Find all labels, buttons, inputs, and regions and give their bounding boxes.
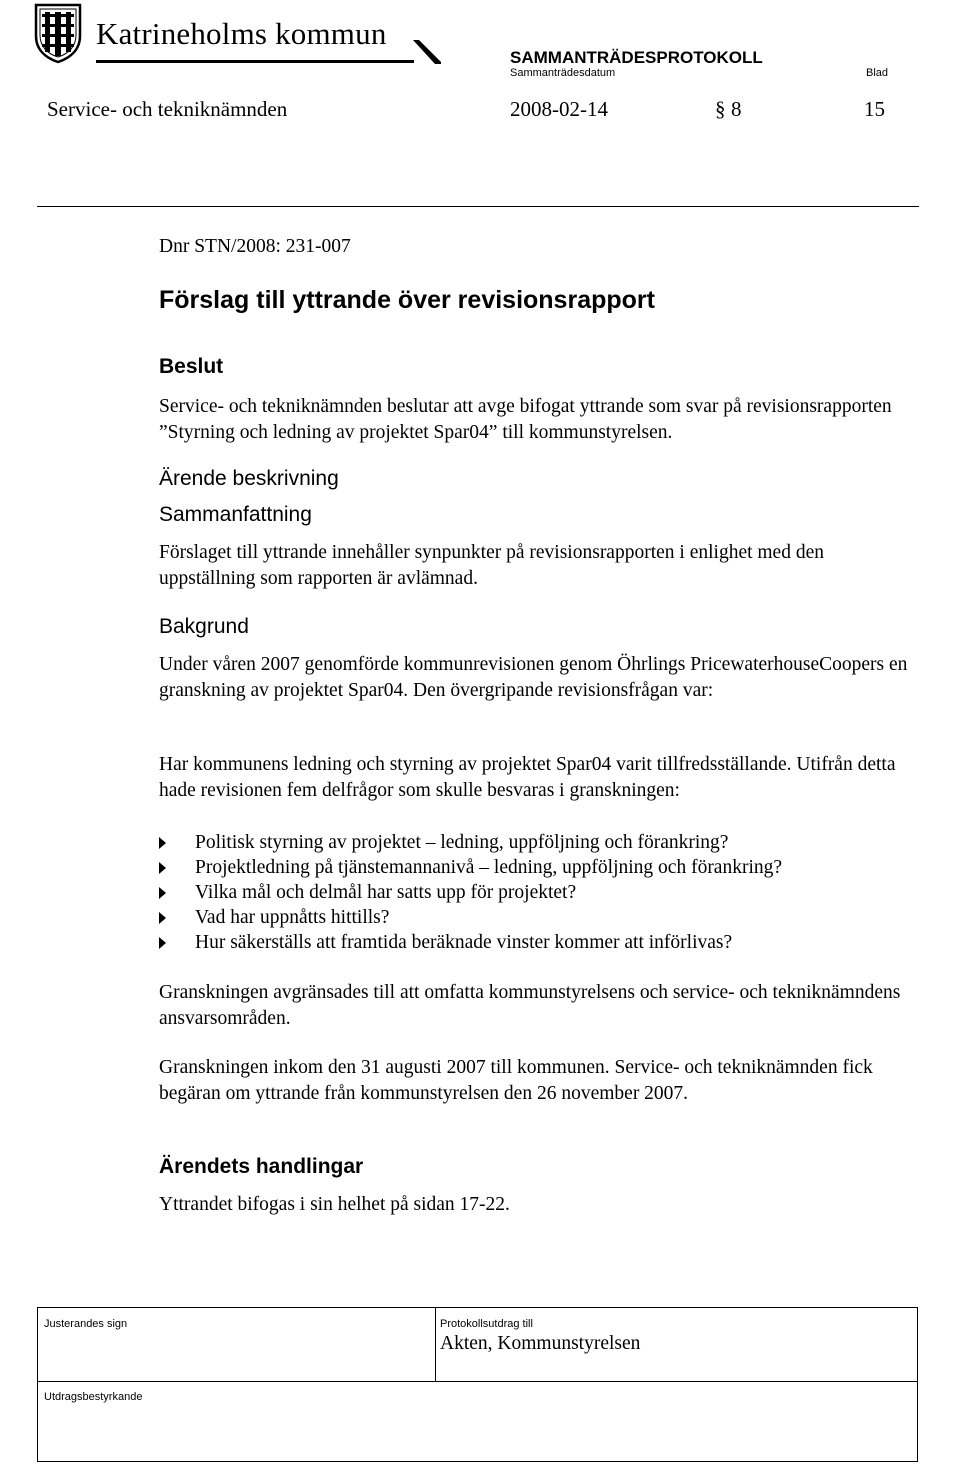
municipality-name: Katrineholms kommun: [96, 16, 387, 51]
sub-questions-list: [159, 830, 782, 955]
footer-column-divider: [435, 1307, 436, 1382]
scope-text: Granskningen avgränsades till att omfatta kommunstyrelsens och service- och tekniknämndens ansvarsområden.: [159, 982, 901, 1029]
minutes-extract-label: Protokollsutdrag till: [440, 1318, 533, 1330]
decision-heading: Beslut: [159, 355, 224, 378]
page-label: Blad: [866, 67, 889, 79]
summary-heading: Sammanfattning: [159, 503, 312, 526]
received-text: Granskningen inkom den 31 augusti 2007 till kommunen. Service- och tekniknämnden fick begäran om yttrande från kommunstyrelsen den 26 november 2007.: [159, 1057, 873, 1104]
list-item-text: Projektledning på tjänstemannanivå – ledning, uppföljning och förankring?: [195, 857, 783, 878]
list-item: [159, 905, 782, 930]
list-item-text: Hur säkerställs att framtida beräknade vinster kommer att införlivas?: [195, 932, 733, 953]
municipality-name-underline: [96, 60, 414, 63]
background-heading: Bakgrund: [159, 615, 249, 638]
header-divider: [37, 206, 919, 207]
list-item-text: Vilka mål och delmål har satts upp för projektet?: [195, 882, 577, 903]
triangle-bullet-icon: [159, 837, 166, 849]
section-sign: §: [715, 97, 726, 121]
case-documents-text: Yttrandet bifogas i sin helhet på sidan 17-22.: [159, 1194, 510, 1215]
minutes-extract-recipients: Akten, Kommunstyrelsen: [440, 1333, 641, 1354]
municipality-crest-logo: [33, 2, 83, 64]
page-title: Förslag till yttrande över revisionsrapport: [159, 286, 655, 314]
footer-signature-box: [37, 1307, 918, 1462]
municipality-logo-slash: [413, 40, 441, 64]
case-documents-heading: Ärendets handlingar: [159, 1155, 364, 1178]
document-type-heading: SAMMANTRÄDESPROTOKOLL: [510, 48, 763, 67]
list-item-text: Vad har uppnåtts hittills?: [195, 907, 390, 928]
background-text: Under våren 2007 genomförde kommunrevisionen genom Öhrlings PricewaterhouseCoopers en granskning av projektet Spar04. Den övergripande revisionsfrågan var:: [159, 654, 908, 701]
page-number: 15: [864, 97, 885, 121]
extract-certification-label: Utdragsbestyrkande: [44, 1391, 143, 1403]
meeting-date-label: Sammanträdesdatum: [510, 67, 616, 79]
section-number: 8: [731, 97, 742, 121]
committee-name: Service- och tekniknämnden: [47, 97, 288, 121]
list-item: [159, 855, 782, 880]
list-item: [159, 930, 782, 955]
triangle-bullet-icon: [159, 912, 166, 924]
adjuster-signature-label: Justerandes sign: [44, 1318, 128, 1330]
list-item: [159, 830, 782, 855]
list-item-text: Politisk styrning av projektet – ledning, uppföljning och förankring?: [195, 832, 729, 853]
case-description-heading: Ärende beskrivning: [159, 467, 339, 490]
triangle-bullet-icon: [159, 937, 166, 949]
triangle-bullet-icon: [159, 862, 166, 874]
triangle-bullet-icon: [159, 887, 166, 899]
meeting-date: 2008-02-14: [510, 97, 608, 121]
case-number: Dnr STN/2008: 231-007: [159, 236, 351, 257]
footer-divider: [37, 1381, 918, 1382]
summary-text: Förslaget till yttrande innehåller synpunkter på revisionsrapporten i enlighet med den uppställning som rapporten är avlämnad.: [159, 542, 824, 589]
list-item: [159, 880, 782, 905]
audit-question-text: Har kommunens ledning och styrning av projektet Spar04 varit tillfredsställande. Utifrån detta hade revisionen fem delfrågor som skulle besvaras i granskningen:: [159, 754, 896, 801]
decision-text: Service- och tekniknämnden beslutar att avge bifogat yttrande som svar på revisionsrapporten ”Styrning och ledning av projektet Spar04” till kommunstyrelsen.: [159, 396, 892, 443]
